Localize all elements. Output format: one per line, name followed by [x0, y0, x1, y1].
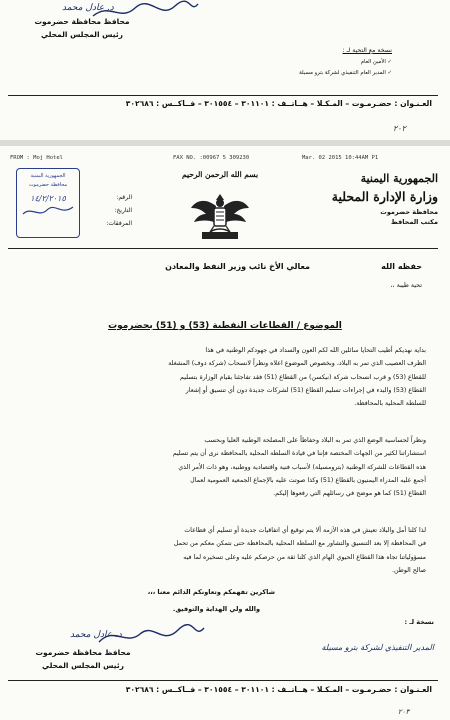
copy-to-label: نسخة مع التحية لـ : [342, 47, 392, 54]
paragraph-2 [28, 434, 426, 500]
ref-label: الرقم: [116, 194, 132, 201]
text-line: القطاع (53) والبدء في إجراءات تسليم القطاع (51) لشركات جديدة دون أي تنسيق أو إشعار [185, 386, 426, 394]
closing-blessing: والله ولي الهداية والتوفيق. [172, 605, 260, 613]
signature-subtitle: رئيس المجلس المحلي [42, 661, 124, 670]
paragraph-1 [28, 344, 426, 410]
ministry-name: وزارة الإدارة المحلية [331, 189, 438, 204]
cc-handwritten: المدير التنفيذي لشركة بترو مسيلة [321, 643, 434, 652]
stamp-signature-icon [21, 204, 75, 218]
text-line: للقطاع (53) و قرب انسحاب شركة (نيكسن) من القطاع (51) فقد تفاجئنا بقيام الوزارة بتسليم [180, 373, 426, 381]
top-page-fragment [0, 0, 450, 140]
top-sig-title: محافظ محافظة حضرموت [34, 17, 130, 26]
attachments-label: المرفقات: [106, 220, 132, 227]
greeting: تحية طيبة ،، [390, 282, 422, 289]
footer-divider [8, 680, 438, 681]
copy-to-block [192, 47, 392, 76]
paragraph-3 [28, 524, 426, 577]
text-line: بداية نهديكم أطيب التحايا سائلين الله لكم العون والسداد في جهودكم الوطنية في هذا [205, 347, 426, 354]
letterhead-right [308, 172, 438, 226]
top-divider [8, 95, 438, 96]
text-line: صالح الوطن. [392, 566, 426, 574]
header-divider [8, 248, 438, 249]
cc-label: نسخة لـ : [404, 618, 434, 626]
signature-name: د. عادل محمد [70, 630, 122, 640]
text-line: لذا كلنا أمل والبلاد تعيش في هذه الأزمة ألا يتم توقيع أي اتفاقيات جديدة أو تسليم أي قطاعات [184, 527, 426, 534]
copy-item: ✓ الأمين العام [360, 59, 392, 65]
text-line: هذه القطاعات للشركة الوطنية (بترومسيلة) لأسباب فنية واقتصادية ووطنية، وهو ذات الأمر الذي [178, 463, 426, 471]
text-line: الظرف العصيب الذي تمر به البلاد، وبخصوص الموضوع اعلاه ونظراً لانسحاب (شركة دوف) المشغلة [168, 360, 426, 368]
official-stamp [16, 168, 80, 238]
top-sig-name: د. عادل محمد [62, 3, 114, 13]
top-sig-subtitle: رئيس المجلس المحلي [41, 30, 123, 39]
date-label: التاريخ: [114, 207, 132, 214]
office-name: مكتب المحافظ [391, 218, 438, 226]
governorate-name: محافظة حضرموت [380, 208, 438, 216]
text-line: أجمع عليه المدراء اليمنيون بالقطاع (51) وكذا صوتت عليه بالإجماع الجمعية العمومية لعمال [190, 476, 426, 484]
copy-check-icon: ✓ [385, 70, 392, 76]
closing-thanks: شاكرين تفهمكم وتعاونكم الدائم معنا ،،، [147, 588, 275, 596]
copy-item: ✓ المدير العام التنفيذي لشركة بترو مسيلة [299, 70, 392, 76]
fax-from: FROM : Moj Hotel [10, 155, 63, 161]
subject-line: الموضوع / القطاعات النفطية (53) و (51) بحضرموت [108, 321, 342, 331]
stamp-mid-text: محافظة حضرموت [28, 182, 68, 188]
basmala: بسم الله الرحمن الرحيم [181, 170, 259, 179]
top-address: العـنـوان : حضـرمـوت – المـكـلا – هــاتــف : ٣٠١١٠١ – ٣٠١٥٥٤ – فــاكــس : ٣٠٢٦٨٦ [125, 99, 432, 108]
stamp-top-text: الجمهورية اليمنية [30, 173, 66, 179]
text-line: القطاع (51) كما هو موضح في رسائلهم التي رفعوها إليكم. [273, 490, 426, 498]
text-line: في المحافظة إلا بعد التنسيق والتشاور مع السلطة المحلية بالمحافظة حتى نتمكن معكم من تحمل [173, 540, 426, 548]
yemen-eagle-emblem-icon [188, 188, 252, 244]
text-line: استشاراتنا لكثير من الجهات المختصة فإننا في قيادة السلطة المحلية بالمحافظة نرى أن يتم تسليم [172, 450, 426, 458]
honorific: حفظه الله [381, 262, 422, 271]
copy-check-icon: ✓ [385, 59, 392, 65]
text-line: للسلطة المحلية بالمحافظة. [354, 400, 426, 408]
top-page-number: ٢٠٢ [393, 124, 406, 133]
letter-page [0, 146, 450, 720]
fax-date: Mar. 02 2015 10:44AM P1 [302, 155, 379, 161]
text-line: ونظراً لحساسية الوضع الذي تمر به البلاد وحفاظاً على المصلحة الوطنية العليا وبحسب [204, 437, 426, 444]
addressee: معالي الأخ نائب وزير النفط والمعادن [165, 262, 310, 271]
stamp-date-text: ١٤/٢/٢٠١٥ [30, 194, 66, 203]
signature-title: محافظ محافظة حضرموت [35, 648, 131, 657]
footer-address: العـنـوان : حضـرمـوت – المـكـلا – هــاتــف : ٣٠١١٠١ – ٣٠١٥٥٤ – فــاكــس : ٣٠٢٦٨٦ [125, 685, 432, 694]
text-line: مسؤولياتنا تجاه هذا القطاع الحيوي الهام الذي كلنا ثقة من حرصكم عليه وعلى تسخيره لما فيه [183, 553, 426, 561]
republic-name: الجمهورية اليمنية [360, 172, 438, 185]
footer-page-number: ٢٠٣ [398, 708, 410, 716]
signature-scribble-icon [96, 624, 206, 648]
fax-number: FAX NO. :00967 5 309230 [173, 155, 250, 161]
